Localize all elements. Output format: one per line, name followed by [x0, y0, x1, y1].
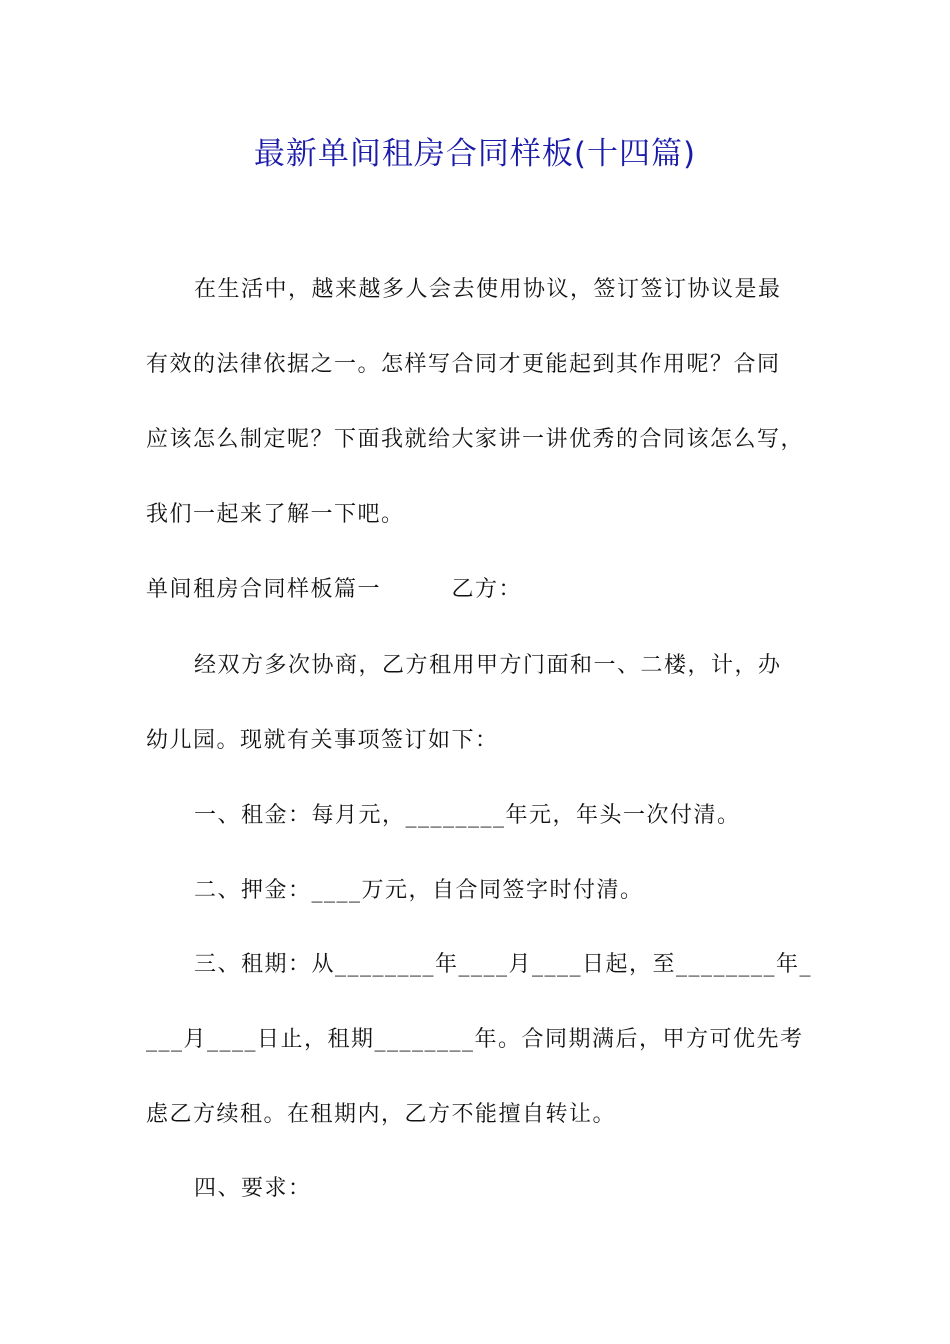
intro-line-4: 我们一起来了解一下吧。	[146, 502, 405, 527]
body-line-1: 经双方多次协商，乙方租用甲方门面和一、二楼，计，办	[194, 653, 782, 678]
clause-term-line-3: 虑乙方续租。在租期内，乙方不能擅自转让。	[146, 1102, 617, 1127]
clause-rent: 一、租金：每月元，________年元，年头一次付清。	[194, 803, 741, 828]
intro-line-1: 在生活中，越来越多人会去使用协议，签订签订协议是最	[194, 277, 782, 302]
section-heading: 单间租房合同样板篇一 乙方：	[146, 577, 523, 602]
clause-requirements: 四、要求：	[194, 1176, 312, 1201]
clause-term-line-1: 三、租期：从________年____月____日起，至________年_	[194, 952, 813, 977]
intro-line-2: 有效的法律依据之一。怎样写合同才更能起到其作用呢？合同	[146, 352, 781, 377]
clause-deposit: 二、押金：____万元，自合同签字时付清。	[194, 878, 644, 903]
document-title: 最新单间租房合同样板(十四篇)	[253, 136, 697, 172]
intro-line-3: 应该怎么制定呢？下面我就给大家讲一讲优秀的合同该怎么写，	[146, 427, 805, 452]
clause-term-line-2: ___月____日止，租期________年。合同期满后，甲方可优先考	[146, 1027, 804, 1052]
body-line-2: 幼儿园。现就有关事项签订如下：	[146, 728, 499, 753]
